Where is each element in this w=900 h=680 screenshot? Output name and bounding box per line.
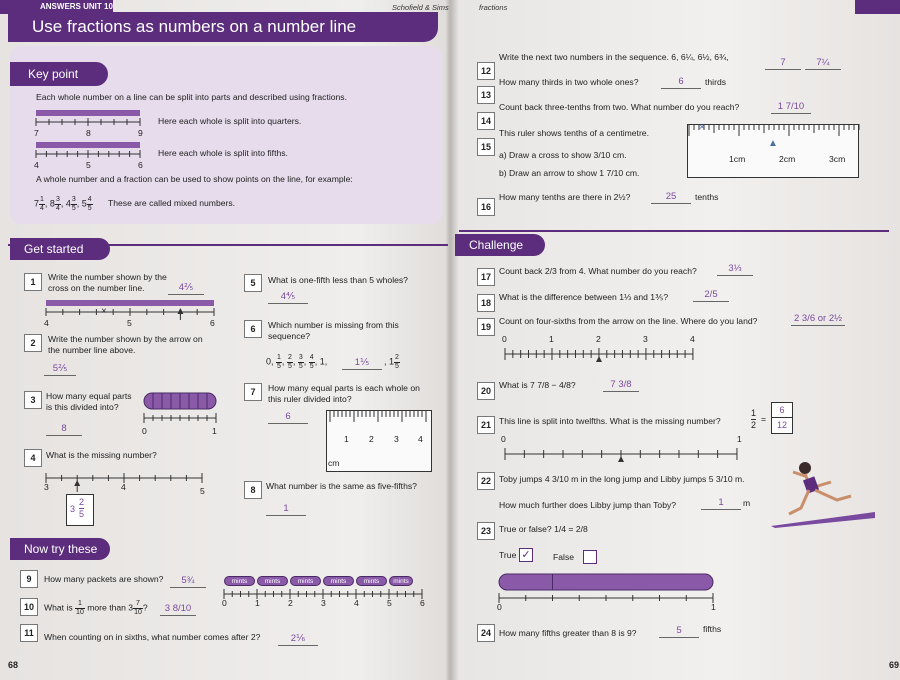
q14-number: 14	[477, 112, 495, 130]
q10-axis-label: 1	[255, 598, 260, 608]
q9-packets	[224, 576, 424, 588]
q18-answer[interactable]: 2/5	[693, 288, 729, 302]
q12-answer-1[interactable]: 7	[765, 56, 801, 70]
q15-text: This ruler shows tenths of a centimetre.	[499, 128, 649, 138]
q4-axis-2: 5	[200, 486, 205, 496]
q24-answer[interactable]: 5	[659, 624, 699, 638]
quarters-label-2: 9	[138, 128, 143, 138]
publisher-label: Schofield & Sims	[392, 3, 449, 12]
q20-text: What is 7 7/8 − 4/8?	[499, 380, 576, 390]
header-label: fractions	[479, 3, 508, 12]
q20-number: 20	[477, 382, 495, 400]
quarters-label-1: 8	[86, 128, 91, 138]
q7-number: 7	[244, 383, 262, 401]
q7-axis-1: 2	[369, 434, 374, 444]
q23-false-label: False	[553, 552, 575, 562]
q5-answer[interactable]: 4⅘	[268, 290, 308, 304]
q7-axis-2: 3	[394, 434, 399, 444]
get-started-heading: Get started	[10, 238, 110, 260]
q19-number-line	[505, 344, 705, 368]
q3-answer[interactable]: 8	[46, 422, 82, 436]
q12-answer-2[interactable]: 7¼	[805, 56, 841, 70]
q9-answer[interactable]: 5¾	[170, 574, 206, 588]
q5-number: 5	[244, 274, 262, 292]
q21-number-line	[505, 446, 745, 466]
q21-answer-box[interactable]	[771, 402, 793, 434]
q5-text: What is one-fifth less than 5 wholes?	[268, 275, 408, 285]
q19-axis-label: 1	[549, 334, 554, 344]
q7-answer[interactable]: 6	[268, 410, 308, 424]
q12-number: 12	[477, 62, 495, 80]
q3-axis-1: 1	[212, 426, 217, 436]
q7-unit: cm	[328, 458, 340, 468]
q21-arrow	[618, 456, 624, 462]
q17-text: Count back 2/3 from 4. What number do you reach?	[499, 266, 697, 276]
packet: mints	[389, 576, 413, 586]
q23-true-checkbox[interactable]: ✓	[519, 548, 533, 562]
q10-axis-label: 5	[387, 598, 392, 608]
q19-axis-label: 4	[690, 334, 695, 344]
long-jump-illustration	[771, 460, 875, 528]
q3-text: How many equal parts is this divided into?	[46, 391, 132, 412]
q22-number: 22	[477, 472, 495, 490]
mixed-note: These are called mixed numbers.	[108, 198, 236, 208]
q10-number: 10	[20, 598, 38, 616]
q15-part-a: a) Draw a cross to show 3/10 cm.	[499, 150, 627, 160]
q2-text: Write the number shown by the arrow on the number line above.	[48, 334, 203, 355]
q21-answer-bottom: 12	[776, 420, 787, 430]
q16-answer[interactable]: 25	[651, 190, 691, 204]
q10-axis-label: 3	[321, 598, 326, 608]
packet: mints	[356, 576, 387, 586]
q23-false-checkbox[interactable]	[583, 550, 597, 564]
q21-text: This line is split into twelfths. What is the missing number?	[499, 416, 721, 426]
q15-cross-mark: ×	[699, 122, 705, 133]
q7-text: How many equal parts is each whole on this ruler divided into?	[268, 383, 420, 404]
q6-text: Which number is missing from this sequence?	[268, 320, 399, 341]
q15-number: 15	[477, 138, 495, 156]
q6-sequence: 0, $\frac{1}{5}$ , $\frac{2}{5}$ , $\frac{3}{5}$ , $\frac{4}{5}$ , 1,	[266, 354, 328, 370]
q4-axis-1: 4	[121, 482, 126, 492]
q21-number: 21	[477, 416, 495, 434]
q4-number-line	[46, 468, 206, 492]
q10-text: What is $\frac{1}{10}$ more than 3 $\frac{7}{10}$ ?	[44, 600, 148, 616]
q19-axis-label: 3	[643, 334, 648, 344]
q3-bar	[144, 393, 218, 427]
q2-number: 2	[24, 334, 42, 352]
q11-number: 11	[20, 624, 38, 642]
q4-number: 4	[24, 449, 42, 467]
q6-number: 6	[244, 320, 262, 338]
q24-number: 24	[477, 624, 495, 642]
now-try-heading: Now try these	[10, 538, 110, 560]
quarters-line	[36, 108, 146, 136]
q4-axis-0: 3	[44, 482, 49, 492]
quarters-text: Here each whole is split into quarters.	[158, 116, 302, 126]
q6-last: , 1 $\frac{2}{5}$	[384, 354, 399, 370]
q18-number: 18	[477, 294, 495, 312]
q15-ruler-label-0: 1cm	[729, 154, 746, 164]
q7-axis-0: 1	[344, 434, 349, 444]
q7-ruler-ticks	[330, 410, 430, 424]
q15-ruler-ticks	[689, 124, 859, 138]
key-point-heading: Key point	[10, 62, 108, 86]
fifths-label-2: 6	[138, 160, 143, 170]
q22-sub: How much further does Libby jump than Toby?	[499, 500, 677, 510]
fifths-text: Here each whole is split into fifths.	[158, 148, 288, 158]
q19-arrow	[596, 356, 602, 362]
q23-true-label: True	[499, 550, 517, 560]
q23-axis-1: 1	[711, 602, 716, 612]
q13-answer[interactable]: 6	[661, 75, 701, 89]
q2-axis-1: 5	[127, 318, 132, 328]
packet: mints	[257, 576, 288, 586]
q1-number-line	[46, 300, 218, 324]
q10-axis-label: 2	[288, 598, 293, 608]
q23-number: 23	[477, 522, 495, 540]
challenge-heading: Challenge	[455, 234, 545, 256]
q10-answer[interactable]: 3 8/10	[160, 602, 196, 616]
q23-bar-model	[499, 574, 719, 608]
page-number-left: 68	[8, 660, 19, 670]
unit-label: ANSWERS UNIT 10	[40, 2, 113, 11]
q19-text: Count on four-sixths from the arrow on the line. Where do you land?	[499, 316, 758, 326]
mixed-examples: 7 $\frac{1}{4}$ , 8 $\frac{3}{4}$ , 4 $\frac{3}{5}$ , 5 $\frac{4}{5}$	[34, 196, 92, 212]
fifths-label-0: 4	[34, 160, 39, 170]
q21-answer-top: 6	[772, 403, 792, 418]
q16-number: 16	[477, 198, 495, 216]
q11-answer[interactable]: 2⅙	[278, 632, 318, 646]
q20-answer[interactable]: 7 3/8	[603, 378, 639, 392]
packet: mints	[224, 576, 255, 586]
q8-text: What number is the same as five-fifths?	[266, 481, 417, 491]
q15-ruler-label-2: 3cm	[829, 154, 846, 164]
q3-number: 3	[24, 391, 42, 409]
q1-answer[interactable]: 4⅖	[168, 281, 204, 295]
q21-axis-0: 0	[501, 434, 506, 444]
quarters-label-0: 7	[34, 128, 39, 138]
right-topbar	[855, 0, 900, 14]
q19-axis-label: 2	[596, 334, 601, 344]
q15-arrow-mark: ▲	[768, 138, 778, 149]
packet: mints	[323, 576, 354, 586]
q17-number: 17	[477, 268, 495, 286]
q24-text: How many fifths greater than 8 is 9?	[499, 628, 637, 638]
q22-text: Toby jumps 4 3/10 m in the long jump and Libby jumps 5 3/10 m.	[499, 474, 745, 484]
key-point-intro: Each whole number on a line can be split into parts and described using fractions.	[36, 92, 347, 102]
q14-text: Count back three-tenths from two. What number do you reach?	[499, 102, 740, 112]
q15-ruler-label-1: 2cm	[779, 154, 796, 164]
q18-text: What is the difference between 1⅓ and 1⅗?	[499, 292, 669, 302]
right-page	[455, 0, 900, 680]
q7-axis-3: 4	[418, 434, 423, 444]
q2-answer[interactable]: 5⅖	[44, 362, 76, 376]
q4-text: What is the missing number?	[46, 450, 157, 460]
q9-number: 9	[20, 570, 38, 588]
q10-axis-label: 0	[222, 598, 227, 608]
q23-axis-0: 0	[497, 602, 502, 612]
q16-unit: tenths	[695, 192, 719, 202]
q17-answer[interactable]: 3⅓	[717, 262, 753, 276]
q23-text: True or false? 1/4 = 2/8	[499, 524, 588, 534]
q10-axis-label: 6	[420, 598, 425, 608]
q24-unit: fifths	[703, 624, 722, 634]
q12-text: Write the next two numbers in the sequence. 6, 6¼, 6½, 6¾,	[499, 52, 729, 62]
q1-number: 1	[24, 273, 42, 291]
challenge-divider	[459, 230, 889, 232]
q13-unit: thirds	[705, 77, 727, 87]
page-title: Use fractions as numbers on a number line	[8, 12, 438, 42]
q15-part-b: b) Draw an arrow to show 1 7/10 cm.	[499, 168, 640, 178]
q10-axis-label: 4	[354, 598, 359, 608]
packet: mints	[290, 576, 321, 586]
q14-answer[interactable]: 1 7/10	[771, 100, 811, 114]
fifths-line	[36, 140, 146, 164]
q13-number: 13	[477, 86, 495, 104]
q8-answer[interactable]: 1	[266, 502, 306, 516]
q1-text: Write the number shown by the cross on the number line.	[48, 272, 167, 293]
q16-text: How many tenths are there in 2½?	[499, 192, 631, 202]
q22-unit: m	[743, 498, 751, 508]
q6-answer[interactable]: 1⅕	[342, 356, 382, 370]
q4-answer-box[interactable]: 3 2 5	[66, 494, 94, 526]
q13-text: How many thirds in two whole ones?	[499, 77, 639, 87]
q19-axis-label: 0	[502, 334, 507, 344]
q19-answer[interactable]: 2 3/6 or 2½	[791, 312, 845, 326]
page-number-right: 69	[889, 660, 900, 670]
q9-text: How many packets are shown?	[44, 574, 164, 584]
q21-axis-1: 1	[737, 434, 742, 444]
q2-axis-0: 4	[44, 318, 49, 328]
q21-equals: =	[761, 414, 767, 424]
mixed-intro: A whole number and a fraction can be used to show points on the line, for example:	[36, 174, 353, 184]
q22-answer[interactable]: 1	[701, 496, 741, 510]
q3-axis-0: 0	[142, 426, 147, 436]
q8-number: 8	[244, 481, 262, 499]
q19-number: 19	[477, 318, 495, 336]
svg-text:×: ×	[101, 306, 107, 317]
q2-axis-2: 6	[210, 318, 215, 328]
q11-text: When counting on in sixths, what number comes after 2?	[44, 632, 261, 642]
q21-fraction-left: 1 2	[751, 408, 757, 430]
fifths-label-1: 5	[86, 160, 91, 170]
